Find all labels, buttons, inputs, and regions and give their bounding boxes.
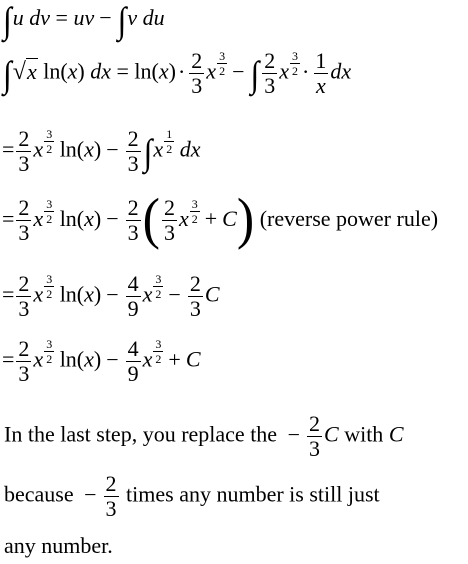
explanation-text-3: any number. [4, 533, 113, 558]
explanation-text-2b: times any number is still just [126, 481, 380, 507]
equation-line-5: = $\frac{2}{3}$ x $\frac{3}{2}$ ln(x) − $\frac{4}{9}$ x $\frac{3}{2}$ − $\frac{2}{3}$ C [2, 271, 220, 321]
equation-line-2: ∫√x ln(x) dx = ln(x)· $\frac{2}{3}$ x $\frac{3}{2}$ − ∫ $\frac{2}{3}$ x $\frac{3}{2}$ · $\frac{1}{x}$ dx [3, 48, 352, 98]
explanation-text-1b: with [344, 421, 384, 447]
explanation-line-2: because − $\frac{2}{3}$ times any number is still just [4, 471, 380, 521]
explanation-line-3 [4, 533, 113, 559]
explanation-text-1a: In the last step, you replace the [4, 421, 278, 447]
equation-line-4: = $\frac{2}{3}$ x $\frac{3}{2}$ ln(x) − $\frac{2}{3}$ ( $\frac{2}{3}$ x $\frac{3}{2}$ + C) (reverse power rule) [2, 188, 439, 251]
reverse-power-rule-note: (reverse power rule) [259, 206, 439, 231]
equation-line-6: = $\frac{2}{3}$ x $\frac{3}{2}$ ln(x) − $\frac{4}{9}$ x $\frac{3}{2}$ + C [2, 336, 201, 386]
explanation-line-1: In the last step, you replace the − $\frac{2}{3}$ C with C [4, 411, 404, 461]
explanation-text-2a: because [4, 481, 74, 507]
equation-line-3: = $\frac{2}{3}$ x $\frac{3}{2}$ ln(x) − $\frac{2}{3}$ ∫x $\frac{1}{2}$ dx [2, 126, 201, 176]
equation-line-1: ∫u dv = uv − ∫v du [3, 0, 165, 41]
